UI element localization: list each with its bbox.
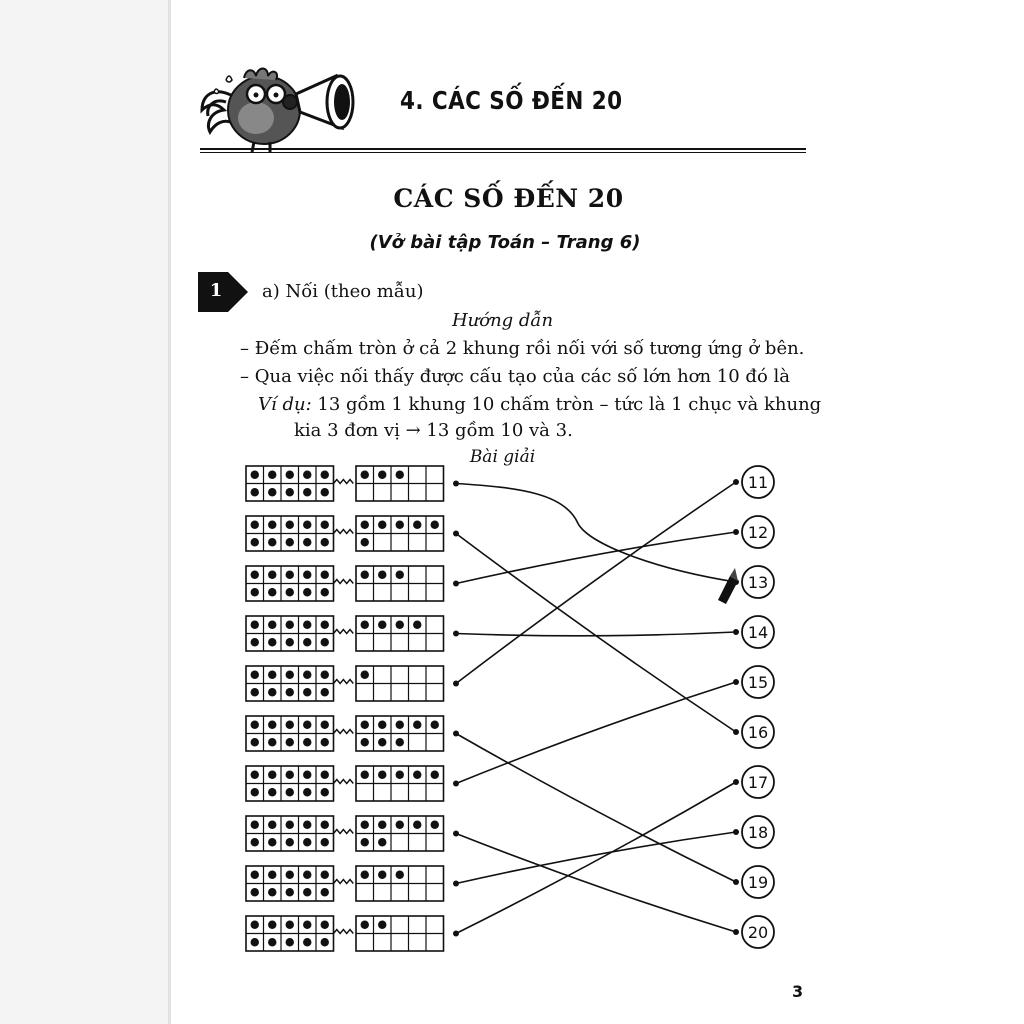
number-label-19: 19 <box>747 873 769 892</box>
spring-connector-6 <box>334 730 354 734</box>
ten-frame-part-3-dot <box>396 571 404 579</box>
ten-frame-part-4-dot <box>413 621 421 629</box>
ten-frame-full-9-dot <box>321 871 329 879</box>
solution-heading: Bài giải <box>469 447 536 467</box>
ten-frame-full-7-dot <box>321 788 329 796</box>
ten-frame-part-1-dot <box>378 471 386 479</box>
number-label-18: 18 <box>747 823 769 842</box>
ten-frame-full-2-dot <box>268 538 276 546</box>
number-label-16: 16 <box>747 723 769 742</box>
spring-connector-1 <box>334 480 354 484</box>
ten-frame-full-9-dot <box>321 888 329 896</box>
ten-frame-part-5-dot <box>361 671 369 679</box>
ten-frame-part-7-dot <box>431 771 439 779</box>
ten-frame-full-7-dot <box>321 771 329 779</box>
ten-frame-full-4-dot <box>268 638 276 646</box>
ten-frame-full-1-dot <box>268 488 276 496</box>
ten-frame-full-2-dot <box>268 521 276 529</box>
ten-frame-full-2-dot <box>321 521 329 529</box>
spring-connector-10 <box>334 930 354 934</box>
ten-frame-part-9-dot <box>378 871 386 879</box>
ten-frame-part-6-dot <box>361 721 369 729</box>
ten-frame-full-2-dot <box>303 538 311 546</box>
ten-frame-full-9-dot <box>303 871 311 879</box>
section-subtitle: (Vở bài tập Toán – Trang 6) <box>369 232 641 253</box>
match-line-row-10 <box>456 782 736 934</box>
ten-frame-full-8-dot <box>303 821 311 829</box>
ten-frame-part-2-dot <box>361 538 369 546</box>
ten-frame-full-5-dot <box>268 688 276 696</box>
match-line-row-9 <box>456 832 736 884</box>
ten-frame-full-3-dot <box>286 571 294 579</box>
ten-frame-part-1-dot <box>361 471 369 479</box>
guide-heading: Hướng dẫn <box>451 310 554 331</box>
ten-frame-part-2-dot <box>396 521 404 529</box>
ten-frame-full-1-dot <box>251 471 259 479</box>
ten-frame-full-1-dot <box>286 488 294 496</box>
ten-frame-full-3-dot <box>268 571 276 579</box>
exercise-number: 1 <box>209 280 223 301</box>
number-label-17: 17 <box>747 773 769 792</box>
ten-frame-full-2-dot <box>286 538 294 546</box>
ten-frame-full-2-dot <box>251 521 259 529</box>
ten-frame-part-6-dot <box>378 721 386 729</box>
ten-frame-full-6-dot <box>321 738 329 746</box>
spring-connector-5 <box>334 680 354 684</box>
spring-connector-7 <box>334 780 354 784</box>
ten-frame-full-10-dot <box>251 938 259 946</box>
ten-frame-full-6-dot <box>268 721 276 729</box>
ten-frame-part-3-dot <box>361 571 369 579</box>
ten-frame-full-9-dot <box>268 871 276 879</box>
ten-frame-full-6-dot <box>251 738 259 746</box>
ten-frame-full-9-dot <box>303 888 311 896</box>
ten-frame-part-7-dot <box>396 771 404 779</box>
ten-frame-full-4-dot <box>286 621 294 629</box>
example-label: Ví dụ: <box>258 394 312 415</box>
ten-frame-full-2-dot <box>321 538 329 546</box>
number-label-15: 15 <box>747 673 769 692</box>
ten-frame-full-9-dot <box>251 888 259 896</box>
ten-frame-full-2-dot <box>251 538 259 546</box>
ten-frame-part-3-dot <box>378 571 386 579</box>
ten-frame-part-6-dot <box>361 738 369 746</box>
ten-frame-part-2-dot <box>413 521 421 529</box>
ten-frame-part-7-dot <box>378 771 386 779</box>
ten-frame-full-5-dot <box>303 688 311 696</box>
ten-frame-full-10-dot <box>286 921 294 929</box>
ten-frame-full-5-dot <box>321 671 329 679</box>
ten-frame-part-2-dot <box>361 521 369 529</box>
lesson-title: 4. CÁC SỐ ĐẾN 20 <box>400 86 623 115</box>
ten-frame-full-7-dot <box>251 771 259 779</box>
ten-frame-full-5-dot <box>303 671 311 679</box>
ten-frame-full-1-dot <box>321 471 329 479</box>
ten-frame-part-9-dot <box>396 871 404 879</box>
ten-frame-part-2-dot <box>431 521 439 529</box>
ten-frame-part-8-dot <box>361 838 369 846</box>
ten-frame-full-5-dot <box>251 671 259 679</box>
ten-frame-full-8-dot <box>321 821 329 829</box>
example-line-2: kia 3 đơn vị → 13 gồm 10 và 3. <box>294 420 573 441</box>
ten-frame-full-7-dot <box>268 788 276 796</box>
ten-frame-part-8-dot <box>396 821 404 829</box>
ten-frame-full-5-dot <box>251 688 259 696</box>
ten-frame-part-4-dot <box>361 621 369 629</box>
ten-frame-full-8-dot <box>251 838 259 846</box>
ten-frame-full-8-dot <box>268 821 276 829</box>
ten-frame-full-5-dot <box>321 688 329 696</box>
ten-frame-full-9-dot <box>251 871 259 879</box>
match-line-row-2 <box>456 534 736 733</box>
spring-connector-8 <box>334 830 354 834</box>
ten-frame-part-8-dot <box>413 821 421 829</box>
ten-frame-full-6-dot <box>268 738 276 746</box>
ten-frame-full-7-dot <box>251 788 259 796</box>
ten-frame-full-6-dot <box>303 721 311 729</box>
ten-frame-part-10-dot <box>361 921 369 929</box>
ten-frame-full-5-dot <box>268 671 276 679</box>
ten-frame-full-9-dot <box>286 888 294 896</box>
ten-frame-full-10-dot <box>268 938 276 946</box>
ten-frame-full-3-dot <box>303 588 311 596</box>
ten-frame-full-3-dot <box>268 588 276 596</box>
ten-frame-full-4-dot <box>268 621 276 629</box>
match-line-row-5 <box>456 482 736 684</box>
ten-frame-full-6-dot <box>321 721 329 729</box>
ten-frame-full-3-dot <box>286 588 294 596</box>
ten-frame-part-8-dot <box>378 838 386 846</box>
ten-frame-full-6-dot <box>286 738 294 746</box>
ten-frame-part-4-dot <box>396 621 404 629</box>
ten-frame-full-3-dot <box>251 588 259 596</box>
section-title: CÁC SỐ ĐẾN 20 <box>393 184 624 213</box>
ten-frame-full-7-dot <box>268 771 276 779</box>
spring-connector-3 <box>334 580 354 584</box>
ten-frame-full-8-dot <box>303 838 311 846</box>
ten-frame-full-8-dot <box>286 821 294 829</box>
ten-frame-full-8-dot <box>268 838 276 846</box>
ten-frame-part-2-dot <box>378 521 386 529</box>
ten-frame-full-7-dot <box>303 771 311 779</box>
ten-frame-full-4-dot <box>286 638 294 646</box>
exercise-task: a) Nối (theo mẫu) <box>262 281 424 302</box>
ten-frame-full-10-dot <box>286 938 294 946</box>
match-line-row-1 <box>456 484 736 583</box>
ten-frame-part-6-dot <box>431 721 439 729</box>
number-label-11: 11 <box>747 473 769 492</box>
ten-frame-full-10-dot <box>268 921 276 929</box>
ten-frame-part-4-dot <box>378 621 386 629</box>
ten-frame-full-8-dot <box>286 838 294 846</box>
ten-frame-full-3-dot <box>251 571 259 579</box>
match-line-row-4 <box>456 632 736 636</box>
ten-frame-full-4-dot <box>251 638 259 646</box>
ten-frame-full-4-dot <box>303 638 311 646</box>
ten-frame-full-1-dot <box>303 488 311 496</box>
ten-frame-full-10-dot <box>251 921 259 929</box>
guide-bullet-1: – Đếm chấm tròn ở cả 2 khung rồi nối với số tương ứng ở bên. <box>240 338 805 359</box>
ten-frame-part-7-dot <box>413 771 421 779</box>
match-line-row-8 <box>456 834 736 933</box>
ten-frame-full-4-dot <box>303 621 311 629</box>
ten-frame-part-6-dot <box>378 738 386 746</box>
ten-frame-full-3-dot <box>321 571 329 579</box>
ten-frame-full-1-dot <box>286 471 294 479</box>
match-line-row-7 <box>456 682 736 784</box>
ten-frame-part-8-dot <box>361 821 369 829</box>
ten-frame-full-1-dot <box>303 471 311 479</box>
ten-frame-full-3-dot <box>321 588 329 596</box>
ten-frame-part-6-dot <box>413 721 421 729</box>
ten-frame-part-8-dot <box>431 821 439 829</box>
ten-frame-full-1-dot <box>321 488 329 496</box>
ten-frame-part-1-dot <box>396 471 404 479</box>
ten-frame-full-1-dot <box>268 471 276 479</box>
ten-frame-full-2-dot <box>286 521 294 529</box>
page-number: 3 <box>792 982 804 1001</box>
spring-connector-9 <box>334 880 354 884</box>
ten-frame-full-4-dot <box>321 621 329 629</box>
ten-frame-full-2-dot <box>303 521 311 529</box>
number-label-13: 13 <box>747 573 769 592</box>
guide-bullet-2: – Qua việc nối thấy được cấu tạo của các số lớn hơn 10 đó là <box>240 366 791 387</box>
ten-frame-full-3-dot <box>303 571 311 579</box>
ten-frame-full-8-dot <box>321 838 329 846</box>
ten-frame-part-6-dot <box>396 721 404 729</box>
ten-frame-full-6-dot <box>251 721 259 729</box>
ten-frame-full-8-dot <box>251 821 259 829</box>
ten-frame-part-9-dot <box>361 871 369 879</box>
ten-frame-full-5-dot <box>286 671 294 679</box>
ten-frame-part-6-dot <box>396 738 404 746</box>
number-label-14: 14 <box>747 623 769 642</box>
spring-connector-2 <box>334 530 354 534</box>
ten-frame-full-6-dot <box>303 738 311 746</box>
ten-frame-full-7-dot <box>286 771 294 779</box>
ten-frame-full-6-dot <box>286 721 294 729</box>
spring-connector-4 <box>334 630 354 634</box>
ten-frame-full-7-dot <box>303 788 311 796</box>
ten-frame-full-4-dot <box>321 638 329 646</box>
ten-frame-part-8-dot <box>378 821 386 829</box>
number-label-12: 12 <box>747 523 769 542</box>
ten-frame-full-4-dot <box>251 621 259 629</box>
ten-frame-part-7-dot <box>361 771 369 779</box>
ten-frame-full-9-dot <box>268 888 276 896</box>
ten-frame-full-10-dot <box>321 938 329 946</box>
ten-frame-full-1-dot <box>251 488 259 496</box>
ten-frame-full-10-dot <box>303 938 311 946</box>
match-line-row-6 <box>456 734 736 883</box>
ten-frame-full-10-dot <box>303 921 311 929</box>
number-label-20: 20 <box>747 923 769 942</box>
ten-frame-part-10-dot <box>378 921 386 929</box>
ten-frame-full-5-dot <box>286 688 294 696</box>
ten-frame-full-10-dot <box>321 921 329 929</box>
ten-frame-full-7-dot <box>286 788 294 796</box>
example-text: 13 gồm 1 khung 10 chấm tròn – tức là 1 chục và khung <box>311 394 822 415</box>
ten-frame-full-9-dot <box>286 871 294 879</box>
